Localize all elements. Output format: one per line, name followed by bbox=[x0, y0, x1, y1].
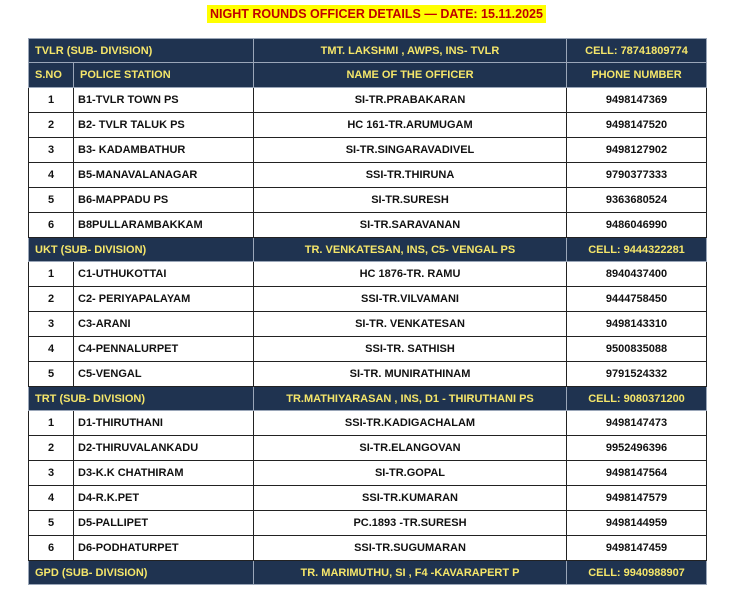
serial-number: 3 bbox=[29, 461, 74, 486]
section-header-row bbox=[29, 387, 707, 411]
column-header-station: POLICE STATION bbox=[74, 63, 254, 88]
table-row bbox=[29, 362, 707, 387]
police-station: B1-TVLR TOWN PS bbox=[74, 88, 254, 113]
supervisor-cell: CELL: 9080371200 bbox=[567, 387, 707, 411]
police-station: C4-PENNALURPET bbox=[74, 337, 254, 362]
supervisor-name: TR. MARIMUTHU, SI , F4 -KAVARAPERT P bbox=[254, 561, 567, 585]
table-row bbox=[29, 436, 707, 461]
phone-number: 9498127902 bbox=[567, 138, 707, 163]
serial-number: 2 bbox=[29, 113, 74, 138]
page-title: NIGHT ROUNDS OFFICER DETAILS — DATE: 15.11.2025 bbox=[207, 5, 546, 23]
table-row bbox=[29, 262, 707, 287]
table-row bbox=[29, 287, 707, 312]
police-station: B2- TVLR TALUK PS bbox=[74, 113, 254, 138]
phone-number: 9498147579 bbox=[567, 486, 707, 511]
supervisor-name: TR. VENKATESAN, INS, C5- VENGAL PS bbox=[254, 238, 567, 262]
supervisor-cell: CELL: 9444322281 bbox=[567, 238, 707, 262]
serial-number: 4 bbox=[29, 486, 74, 511]
supervisor-name: TMT. LAKSHMI , AWPS, INS- TVLR bbox=[254, 39, 567, 63]
police-station: C5-VENGAL bbox=[74, 362, 254, 387]
phone-number: 9498147473 bbox=[567, 411, 707, 436]
supervisor-cell: CELL: 78741809774 bbox=[567, 39, 707, 63]
police-station: D6-PODHATURPET bbox=[74, 536, 254, 561]
serial-number: 2 bbox=[29, 436, 74, 461]
supervisor-cell: CELL: 9940988907 bbox=[567, 561, 707, 585]
section-header-row bbox=[29, 39, 707, 63]
table-row bbox=[29, 411, 707, 436]
phone-number: 9498144959 bbox=[567, 511, 707, 536]
serial-number: 6 bbox=[29, 536, 74, 561]
police-station: C2- PERIYAPALAYAM bbox=[74, 287, 254, 312]
officer-name: SSI-TR.KADIGACHALAM bbox=[254, 411, 567, 436]
serial-number: 1 bbox=[29, 262, 74, 287]
police-station: B8PULLARAMBAKKAM bbox=[74, 213, 254, 238]
phone-number: 9444758450 bbox=[567, 287, 707, 312]
serial-number: 4 bbox=[29, 337, 74, 362]
police-station: D2-THIRUVALANKADU bbox=[74, 436, 254, 461]
police-station: B3- KADAMBATHUR bbox=[74, 138, 254, 163]
police-station: C3-ARANI bbox=[74, 312, 254, 337]
column-header-officer: NAME OF THE OFFICER bbox=[254, 63, 567, 88]
police-station: B5-MANAVALANAGAR bbox=[74, 163, 254, 188]
police-station: D4-R.K.PET bbox=[74, 486, 254, 511]
phone-number: 9498147520 bbox=[567, 113, 707, 138]
serial-number: 1 bbox=[29, 411, 74, 436]
column-header-row bbox=[29, 63, 707, 88]
serial-number: 5 bbox=[29, 188, 74, 213]
table-row bbox=[29, 213, 707, 238]
phone-number: 9791524332 bbox=[567, 362, 707, 387]
police-station: D3-K.K CHATHIRAM bbox=[74, 461, 254, 486]
table-row bbox=[29, 511, 707, 536]
table-row bbox=[29, 337, 707, 362]
officer-name: SSI-TR. SATHISH bbox=[254, 337, 567, 362]
officer-name: SI-TR.SINGARAVADIVEL bbox=[254, 138, 567, 163]
phone-number: 9486046990 bbox=[567, 213, 707, 238]
phone-number: 9498147564 bbox=[567, 461, 707, 486]
phone-number: 9363680524 bbox=[567, 188, 707, 213]
phone-number: 9498147369 bbox=[567, 88, 707, 113]
table-row bbox=[29, 312, 707, 337]
serial-number: 5 bbox=[29, 511, 74, 536]
supervisor-name: TR.MATHIYARASAN , INS, D1 - THIRUTHANI PS bbox=[254, 387, 567, 411]
table-row bbox=[29, 486, 707, 511]
officer-name: SI-TR. VENKATESAN bbox=[254, 312, 567, 337]
serial-number: 6 bbox=[29, 213, 74, 238]
column-header-sno: S.NO bbox=[29, 63, 74, 88]
officer-name: SI-TR.SURESH bbox=[254, 188, 567, 213]
phone-number: 8940437400 bbox=[567, 262, 707, 287]
officer-name: HC 161-TR.ARUMUGAM bbox=[254, 113, 567, 138]
phone-number: 9500835088 bbox=[567, 337, 707, 362]
table-row bbox=[29, 163, 707, 188]
sub-division-name: GPD (SUB- DIVISION) bbox=[29, 561, 254, 585]
serial-number: 3 bbox=[29, 312, 74, 337]
phone-number: 9498147459 bbox=[567, 536, 707, 561]
officer-name: SI-TR.ELANGOVAN bbox=[254, 436, 567, 461]
table-row bbox=[29, 88, 707, 113]
table-row bbox=[29, 188, 707, 213]
section-header-row bbox=[29, 561, 707, 585]
officer-name: SI-TR. MUNIRATHINAM bbox=[254, 362, 567, 387]
section-header-row bbox=[29, 238, 707, 262]
police-station: D1-THIRUTHANI bbox=[74, 411, 254, 436]
sub-division-name: UKT (SUB- DIVISION) bbox=[29, 238, 254, 262]
officer-name: SSI-TR.THIRUNA bbox=[254, 163, 567, 188]
police-station: B6-MAPPADU PS bbox=[74, 188, 254, 213]
officer-name: SSI-TR.VILVAMANI bbox=[254, 287, 567, 312]
officer-name: SSI-TR.SUGUMARAN bbox=[254, 536, 567, 561]
serial-number: 2 bbox=[29, 287, 74, 312]
phone-number: 9952496396 bbox=[567, 436, 707, 461]
sub-division-name: TRT (SUB- DIVISION) bbox=[29, 387, 254, 411]
officer-name: SI-TR.GOPAL bbox=[254, 461, 567, 486]
police-station: D5-PALLIPET bbox=[74, 511, 254, 536]
sub-division-name: TVLR (SUB- DIVISION) bbox=[29, 39, 254, 63]
serial-number: 3 bbox=[29, 138, 74, 163]
officer-table bbox=[28, 38, 707, 585]
serial-number: 5 bbox=[29, 362, 74, 387]
table-row bbox=[29, 536, 707, 561]
table-row bbox=[29, 461, 707, 486]
police-station: C1-UTHUKOTTAI bbox=[74, 262, 254, 287]
serial-number: 1 bbox=[29, 88, 74, 113]
phone-number: 9498143310 bbox=[567, 312, 707, 337]
officer-name: SI-TR.SARAVANAN bbox=[254, 213, 567, 238]
table-row bbox=[29, 138, 707, 163]
table-row bbox=[29, 113, 707, 138]
officer-name: HC 1876-TR. RAMU bbox=[254, 262, 567, 287]
serial-number: 4 bbox=[29, 163, 74, 188]
phone-number: 9790377333 bbox=[567, 163, 707, 188]
officer-name: SSI-TR.KUMARAN bbox=[254, 486, 567, 511]
officer-name: SI-TR.PRABAKARAN bbox=[254, 88, 567, 113]
officer-name: PC.1893 -TR.SURESH bbox=[254, 511, 567, 536]
column-header-phone: PHONE NUMBER bbox=[567, 63, 707, 88]
